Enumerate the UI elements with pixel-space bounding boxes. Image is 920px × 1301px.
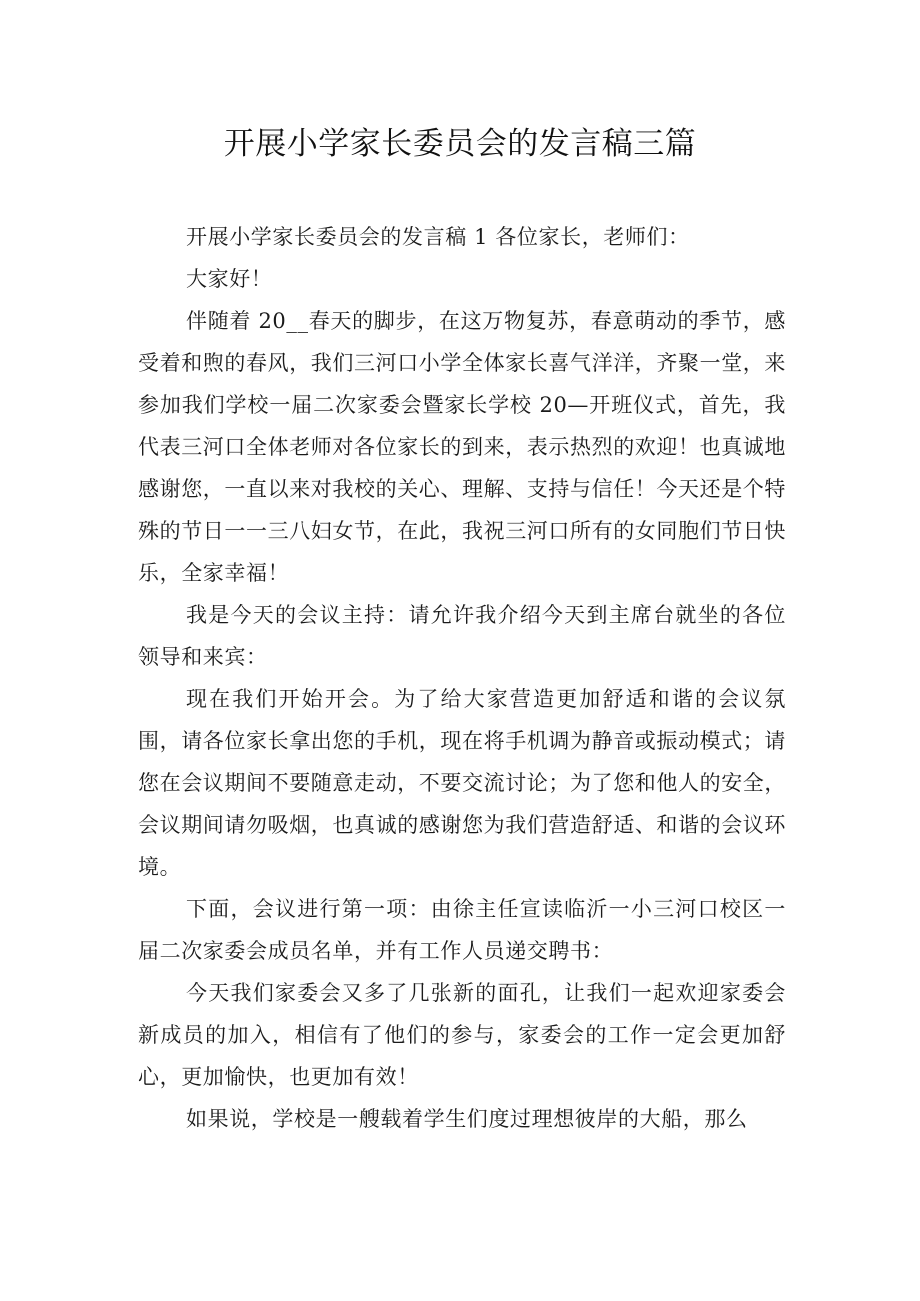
paragraph-host-intro: 我是今天的会议主持：请允许我介绍今天到主席台就坐的各位领导和来宾： [138, 603, 786, 669]
paragraph-spring-welcome: 伴随着 20__春天的脚步，在这万物复苏，春意萌动的季节，感受着和煦的春风，我们三河口小学全体家长喜气洋洋，齐聚一堂，来参加我们学校一届二次家委会暨家长学校 20—开班仪式，首先，我代表三河口全体老师对各位家长的到来，表示热烈的欢迎！也真诚地感谢您，一直以来对我校的关心、理解、支持与信任！今天还是个特殊的节日一一三八妇女节，在此，我祝三河口所有的女同胞们节日快乐，全家幸福！ [138, 309, 786, 585]
document-body [138, 216, 786, 1140]
paragraph-school-ship: 如果说，学校是一艘载着学生们度过理想彼岸的大船，那么 [186, 1107, 748, 1131]
document-title: 开展小学家长委员会的发言稿三篇 [223, 126, 697, 162]
paragraph-meeting-rules: 现在我们开始开会。为了给大家营造更加舒适和谐的会议氛围，请各位家长拿出您的手机，现在将手机调为静音或振动模式；请您在会议期间不要随意走动，不要交流讨论；为了您和他人的安全，会议期间请勿吸烟，也真诚的感谢您为我们营造舒适、和谐的会议环境。 [138, 687, 786, 879]
paragraph-first-item: 下面，会议进行第一项：由徐主任宣读临沂一小三河口校区一届二次家委会成员名单，并有工作人员递交聘书： [138, 897, 786, 963]
paragraph-hello: 大家好！ [186, 267, 273, 291]
paragraph-greeting-heading: 开展小学家长委员会的发言稿 1 各位家长，老师们： [186, 225, 690, 249]
paragraph-new-members: 今天我们家委会又多了几张新的面孔，让我们一起欢迎家委会新成员的加入，相信有了他们的参与，家委会的工作一定会更加舒心，更加愉快，也更加有效！ [138, 981, 786, 1089]
